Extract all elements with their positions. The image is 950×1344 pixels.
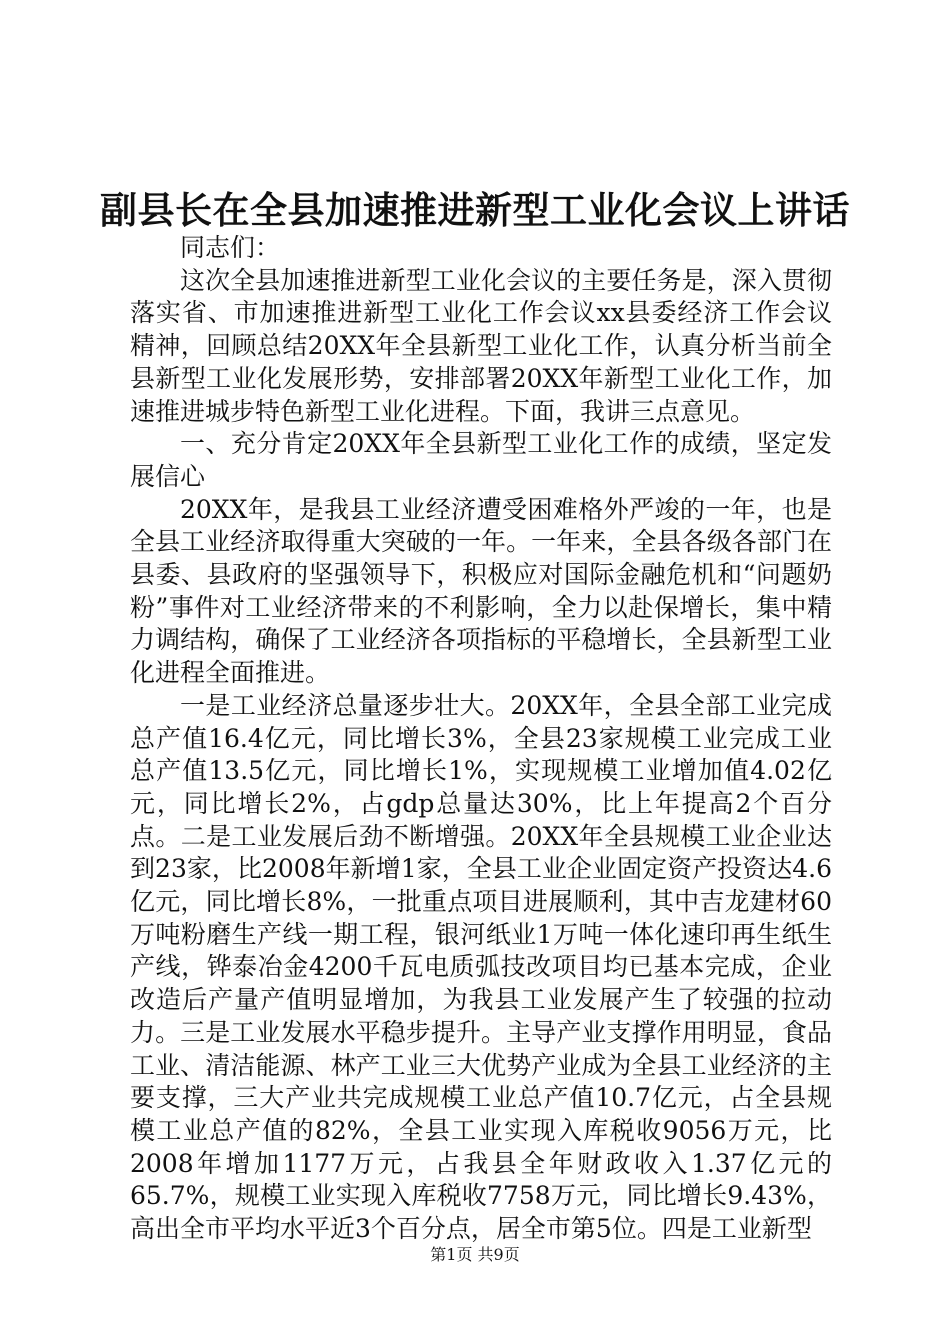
document-body (130, 232, 832, 1246)
document-title: 副县长在全县加速推进新型工业化会议上讲话 (100, 188, 850, 232)
intro-paragraph: 这次全县加速推进新型工业化会议的主要任务是，深入贯彻落实省、市加速推进新型工业化工作会议xx县委经济工作会议精神，回顾总结20XX年全县新型工业化工作，认真分析当前全县新型工业化发展形势，安排部署20XX年新型工业化工作，加速推进城步特色新型工业化进程。下面，我讲三点意见。 (130, 265, 832, 426)
salutation-paragraph: 同志们： (180, 233, 281, 262)
overview-paragraph: 20XX年，是我县工业经济遭受困难格外严竣的一年，也是全县工业经济取得重大突破的一年。一年来，全县各级各部门在县委、县政府的坚强领导下，积极应对国际金融危机和“问题奶粉”事件对工业经济带来的不利影响，全力以赴保增长，集中精力调结构，确保了工业经济各项指标的平稳增长，全县新型工业化进程全面推进。 (130, 494, 832, 688)
section-heading-paragraph: 一、充分肯定20XX年全县新型工业化工作的成绩，坚定发展信心 (130, 429, 832, 491)
page-number-footer: 第1页 共9页 (430, 1245, 520, 1264)
achievements-paragraph: 一是工业经济总量逐步壮大。20XX年，全县全部工业完成总产值16.4亿元，同比增长3%，全县23家规模工业完成工业总产值13.5亿元，同比增长1%，实现规模工业增加值4.02亿元，同比增长2%，占gdp总量达30%，比上年提高2个百分点。二是工业发展后劲不断增强。20XX年全县规模工业企业达到23家，比2008年新增1家，全县工业企业固定资产投资达4.6亿元，同比增长8%，一批重点项目进展顺利，其中吉龙建材60万吨粉磨生产线一期工程，银河纸业1万吨一体化速印再生纸生产线，铧泰冶金4200千瓦电质弧技改项目均已基本完成，企业改造后产量产值明显增加，为我县工业发展产生了较强的拉动力。三是工业发展水平稳步提升。主导产业支撑作用明显，食品工业、清洁能源、林产工业三大优势产业成为全县工业经济的主要支撑，三大产业共完成规模工业总产值10.7亿元，占全县规模工业总产值的82%，全县工业实现入库税收9056万元，比2008年增加1177万元，占我县全年财政收入1.37亿元的65.7%，规模工业实现入库税收7758万元，同比增长9.43%，高出全市平均水平近3个百分点，居全市第5位。四是工业新型 (130, 690, 832, 1244)
